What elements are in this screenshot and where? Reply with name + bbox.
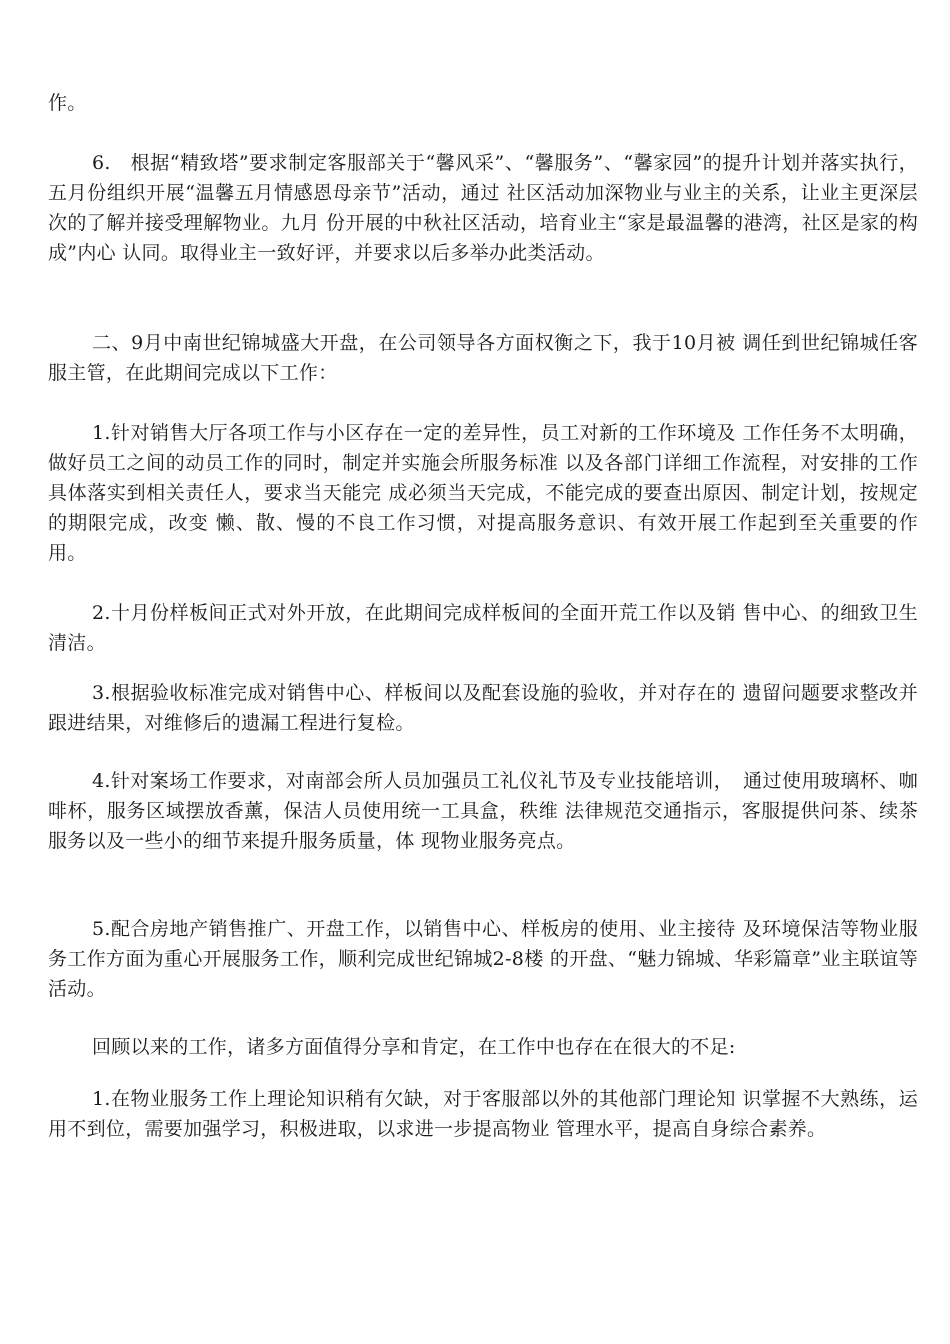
paragraph-review: 回顾以来的工作，诸多方面值得分享和肯定，在工作中也存在在很大的不足: [92,1036,736,1058]
paragraph-item-4: 4.针对案场工作要求，对南部会所人员加强员工礼仪礼节及专业技能培训， 通过使用玻璃杯、咖啡杯，服务区域摆放香薰，保洁人员使用统一工具盒，秩维 法律规范交通指示，客服提供问茶、续茶服务以及一些小的细节来提升服务质量，体 现物业服务亮点。 [48,770,918,852]
paragraph-section-two: 二、9月中南世纪锦城盛大开盘，在公司领导各方面权衡之下，我于10月被 调任到世纪锦城任客服主管，在此期间完成以下工作： [48,332,918,384]
paragraph-item-3: 3.根据验收标准完成对销售中心、样板间以及配套设施的验收，并对存在的 遗留问题要求整改并跟进结果，对维修后的遗漏工程进行复检。 [48,682,918,734]
paragraph-continuation: 作。 [48,92,87,114]
paragraph-item-1: 1.针对销售大厅各项工作与小区存在一定的差异性，员工对新的工作环境及 工作任务不太明确，做好员工之间的动员工作的同时，制定并实施会所服务标准 以及各部门详细工作流程，对安排的工作具体落实到相关责任人，要求当天能完 成必须当天完成，不能完成的要查出原因、制定计划，按规定的期限完成，改变 懒、散、慢的不良工作习惯，对提高服务意识、有效开展工作起到至关重要的作 用。 [48,422,925,564]
paragraph-item-5: 5.配合房地产销售推广、开盘工作，以销售中心、样板房的使用、业主接待 及环境保洁等物业服务工作方面为重心开展服务工作，顺利完成世纪锦城2-8楼 的开盘、“魅力锦城、华彩篇章”业主联谊等活动。 [48,918,918,1000]
paragraph-item-6: 6. 根据“精致塔”要求制定客服部关于“馨风采”、“馨服务”、“馨家园”的提升计划并落实执行，五月份组织开展“温馨五月情感恩母亲节”活动，通过 社区活动加深物业与业主的关系，让业主更深层次的了解并接受理解物业。九月 份开展的中秋社区活动，培育业主“家是最温馨的港湾，社区是家的构成”内心 认同。取得业主一致好评，并要求以后多举办此类活动。 [48,152,918,264]
paragraph-item-2: 2.十月份样板间正式对外开放，在此期间完成样板间的全面开荒工作以及销 售中心、的细致卫生清洁。 [48,602,918,654]
paragraph-shortcoming-1: 1.在物业服务工作上理论知识稍有欠缺，对于客服部以外的其他部门理论知 识掌握不大熟练，运用不到位，需要加强学习，积极进取，以求进一步提高物业 管理水平，提高自身综合素养。 [48,1088,918,1140]
